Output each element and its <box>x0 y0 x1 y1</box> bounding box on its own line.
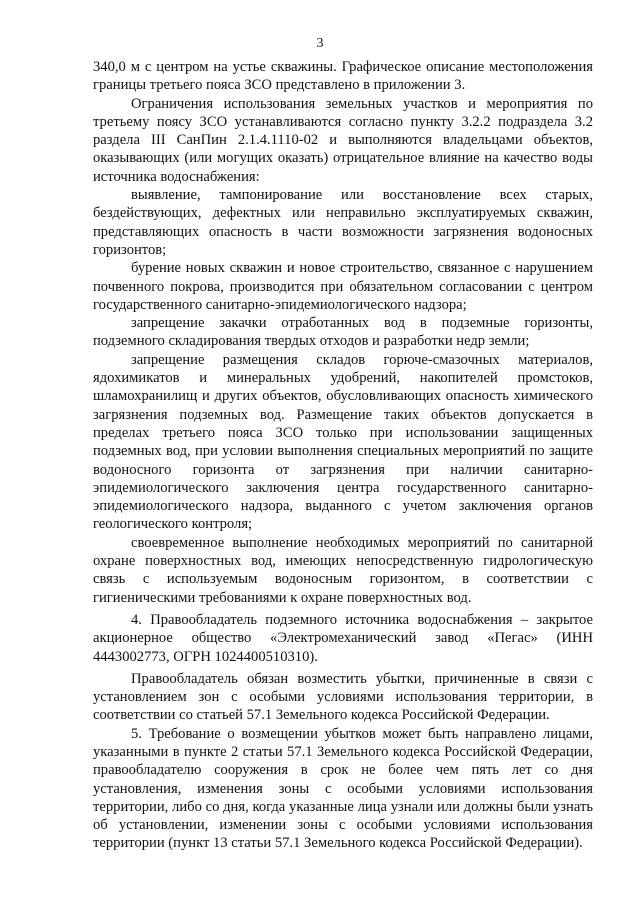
paragraph-compensation-claim: 5. Требование о возмещении убытков может быть направлено лицами, указанными в пункте 2 статьи 57.1 Земельного кодекса Российской Федерации, правообладателю сооружения в срок не более чем пять лет со дня установления, изменения зоны с особыми условиями использования территории, либо со дня, когда указанные лица узнали или должны были узнать об установлении, изменении зоны с особыми условиями использования территории (пункт 13 статьи 57.1 Земельного кодекса Российской Федерации). <box>93 725 593 852</box>
paragraph-injection-ban: запрещение закачки отработанных вод в подземные горизонты, подземного складирования твердых отходов и разработки недр земли; <box>93 315 593 350</box>
paragraph-drilling-approval: бурение новых скважин и новое строительство, связанное с нарушением почвенного покрова, производится при обязательном согласовании с центром государственного санитарно-эпидемиологического надзора; <box>93 260 593 313</box>
paragraph-rights-holder: 4. Правообладатель подземного источника водоснабжения – закрытое акционерное общество «Электромеханический завод «Пегас» (ИНН 4443002773, ОГРН 1024400510310). <box>93 611 593 665</box>
document-body <box>93 58 593 853</box>
paragraph-storage-ban: запрещение размещения складов горюче-смазочных материалов, ядохимикатов и минеральных удобрений, накопителей промстоков, шламохранилищ и других объектов, обусловливающих опасность химического загрязнения подземных вод. Размещение таких объектов допускается в пределах третьего пояса ЗСО только при использовании защищенных подземных вод, при условии выполнения специальных мероприятий по защите водоносного горизонта от загрязнения при наличии санитарно-эпидемиологического заключения центра государственного санитарно-эпидемиологического надзора, выданного с учетом заключения органов геологического контроля; <box>93 351 593 533</box>
paragraph-restrictions-intro: Ограничения использования земельных участков и мероприятия по третьему поясу ЗСО устанавливаются согласно пункту 3.2.2 подраздела 3.2 раздела III СанПин 2.1.4.1110-02 и выполняются владельцами объектов, оказывающих (или могущих оказать) отрицательное влияние на качество воды источника водоснабжения: <box>93 95 593 185</box>
paragraph-compensation-duty: Правообладатель обязан возместить убытки, причиненные в связи с установлением зон с особыми условиями использования территории, в соответствии со статьей 57.1 Земельного кодекса Российской Федерации. <box>93 670 593 724</box>
page-number: 3 <box>316 36 324 51</box>
paragraph-well-plugging: выявление, тампонирование или восстановление всех старых, бездействующих, дефектных или неправильно эксплуатируемых скважин, представляющих опасность в части возможности загрязнения водоносных горизонтов; <box>93 187 593 258</box>
paragraph-surface-water-protection: своевременное выполнение необходимых мероприятий по санитарной охране поверхностных вод, имеющих непосредственную гидрологическую связь с используемым водоносным горизонтом, в соответствии с гигиеническими требованиями к охране поверхностных вод. <box>93 534 593 606</box>
paragraph-zone-boundary: 340,0 м с центром на устье скважины. Графическое описание местоположения границы третьего пояса ЗСО представлено в приложении 3. <box>93 59 593 94</box>
